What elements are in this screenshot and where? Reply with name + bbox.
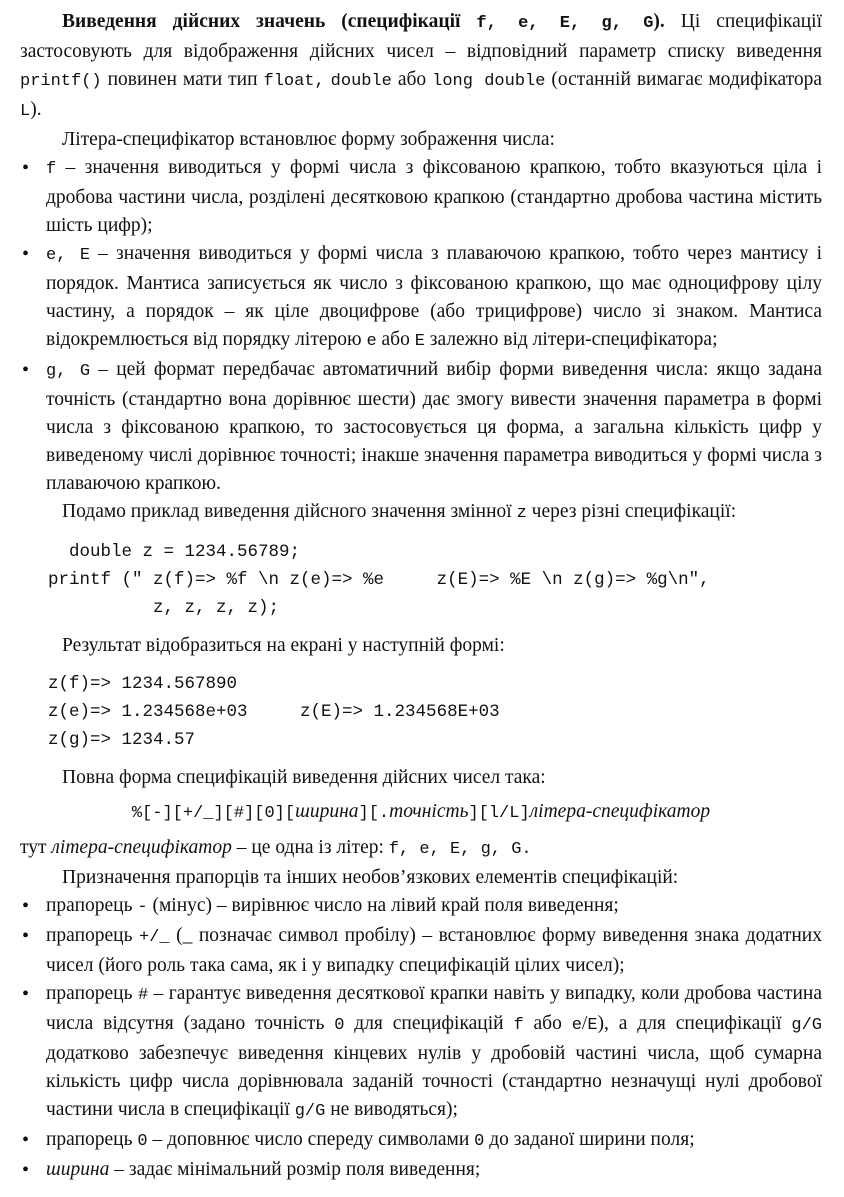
full-form-syntax bbox=[20, 798, 822, 828]
spacer bbox=[20, 622, 822, 632]
intro-text-4: (останній вимагає модифікатора bbox=[545, 69, 823, 90]
here-specifier: літера-специфікатор bbox=[51, 837, 232, 858]
spec-code: e, E bbox=[46, 246, 91, 265]
spec-list bbox=[20, 154, 822, 498]
flag-code: e bbox=[571, 1016, 582, 1035]
flag-code: g/G bbox=[791, 1016, 823, 1035]
flag-pre: прапорець bbox=[46, 925, 139, 946]
printf-code: printf() bbox=[20, 72, 102, 91]
syntax-specifier: літера-специфікатор bbox=[529, 801, 711, 822]
heading-specs: f, e, E, g, G bbox=[476, 14, 654, 33]
spacer bbox=[20, 754, 822, 764]
example-intro bbox=[20, 498, 822, 528]
result-intro: Результат відобразиться на екрані у наступній формі: bbox=[62, 635, 505, 656]
syntax-width: ширина bbox=[295, 801, 359, 822]
flag-text: – задає мінімальний розмір поля виведення; bbox=[109, 1159, 481, 1180]
type-double: double bbox=[330, 72, 392, 91]
code-line: printf (" z(f)=> %f \n z(e)=> %e z(E)=> %E \n z(g)=> %g\n", bbox=[48, 570, 710, 590]
here-letters: f, e, E, g, G. bbox=[388, 840, 532, 859]
code-line: z, z, z, z); bbox=[48, 598, 280, 618]
heading-paragraph bbox=[20, 8, 822, 126]
syntax-part: ][. bbox=[358, 804, 390, 823]
list-item bbox=[20, 240, 822, 356]
flags-list bbox=[20, 892, 822, 1184]
flag-code: 0 bbox=[474, 1132, 485, 1151]
list-item bbox=[20, 356, 822, 498]
flag-pre: прапорець bbox=[46, 1129, 138, 1150]
code-line: double z = 1234.56789; bbox=[48, 542, 301, 562]
spec-text: – цей формат передбачає автоматичний вибір форми виведення числа: якщо задана точність (стандартно вона дорівнює шести) дає змогу вивести значення параметра в формі числа з фіксованою крапкою, то застосовується ця форма, а загальна кількість цифр у виведеному числі дорівнює точності; інакше значення параметра виводиться у формі числа з плаваючою крапкою. bbox=[46, 359, 823, 494]
intro-text-2: повинен мати тип bbox=[101, 69, 264, 90]
list-item bbox=[20, 922, 822, 980]
flag-text: (мінус) – вирівнює число на лівий край поля виведення; bbox=[147, 895, 619, 916]
flag-pre: прапорець bbox=[46, 895, 138, 916]
flag-text: ), а для специфікації bbox=[597, 1013, 792, 1034]
flag-text: (_ позначає символ пробілу) – встановлює форму виведення знака додатних чисел (його роль така сама, як і у випадку специфікацій цілих чисел); bbox=[46, 925, 822, 976]
here-text-2: – це одна із літер: bbox=[231, 837, 389, 858]
flag-text: / bbox=[581, 1013, 588, 1034]
flag-code: 0 bbox=[137, 1132, 148, 1151]
flag-text: – доповнює число спереду символами bbox=[147, 1129, 475, 1150]
example-intro-text: Подамо приклад виведення дійсного значення змінної bbox=[62, 501, 517, 522]
flag-width: ширина bbox=[46, 1159, 110, 1180]
spacer bbox=[20, 660, 822, 670]
list-item bbox=[20, 1156, 822, 1184]
flags-intro: Призначення прапорців та інших необов’язкових елементів специфікацій: bbox=[62, 867, 679, 888]
list-item bbox=[20, 980, 822, 1126]
intro-text-5: ). bbox=[30, 99, 42, 120]
spec-code: f bbox=[46, 160, 57, 179]
syntax-precision: точність bbox=[389, 801, 469, 822]
syntax-part: ][l/L] bbox=[468, 804, 530, 823]
spec-text: – значення виводиться у формі числа з плаваючою крапкою, тобто через мантису і порядок. Мантиса записується як число з фіксованою крапкою, що має одноцифрову цілу частину, а порядок – як ціле двоцифрове (або трицифрове) число зі знаком. Мантиса відокремлюється від порядку літерою bbox=[46, 243, 823, 350]
spec-text: або bbox=[376, 329, 415, 350]
flag-code: # bbox=[137, 986, 149, 1005]
flag-code: E bbox=[587, 1016, 598, 1035]
type-long-double: long double bbox=[432, 72, 546, 91]
flag-text: або bbox=[523, 1013, 572, 1034]
intro-text-3: або bbox=[391, 69, 433, 90]
here-text: тут bbox=[20, 837, 52, 858]
var-z: z bbox=[516, 504, 527, 523]
list-item bbox=[20, 1126, 822, 1156]
section-heading: Виведення дійсних значень (специфікації bbox=[62, 11, 461, 32]
list-item bbox=[20, 154, 822, 240]
spec-code: E bbox=[414, 332, 425, 351]
spec-text: – значення виводиться у формі числа з фіксованою крапкою, тобто вказуються ціла і дробова частини числа, розділені десятковою крапкою (стандартно дробова частина містить шість цифр); bbox=[46, 157, 822, 236]
flag-code: - bbox=[137, 898, 148, 917]
flag-pre: прапорець bbox=[46, 983, 138, 1004]
flag-text: до заданої ширини поля; bbox=[484, 1129, 695, 1150]
form-intro: Літера-специфікатор встановлює форму зображення числа: bbox=[62, 129, 555, 150]
flag-code: g/G bbox=[294, 1102, 326, 1121]
syntax-part: %[-][+/_][#][0][ bbox=[131, 804, 296, 823]
modifier-L: L bbox=[20, 102, 31, 121]
here-line bbox=[20, 834, 822, 864]
output-line: z(f)=> 1234.567890 bbox=[48, 674, 238, 694]
flag-text: не виводяться); bbox=[325, 1099, 458, 1120]
heading-end: ). bbox=[653, 11, 665, 32]
flag-text: додатково забезпечує виведення кінцевих нулів у дробовій частині числа, щоб сумарна кількість цифр числа дорівнювала заданій точності (стандартно незначущі нулі дробової частини числа в специфікації bbox=[46, 1043, 822, 1120]
flag-text: для специфікацій bbox=[344, 1013, 514, 1034]
list-item bbox=[20, 892, 822, 922]
output-line: z(g)=> 1234.57 bbox=[48, 730, 196, 750]
spacer bbox=[20, 528, 822, 538]
full-form-intro: Повна форма специфікацій виведення дійсних чисел така: bbox=[62, 767, 546, 788]
spec-text: залежно від літери-специфікатора; bbox=[424, 329, 718, 350]
flag-code: f bbox=[513, 1016, 524, 1035]
flag-code: 0 bbox=[334, 1016, 345, 1035]
intro-text: Ці специфікації застосовують для відображення дійсних чисел – відповідний параметр списку виведення bbox=[20, 11, 822, 62]
example-intro-text-2: через різні специфікації: bbox=[526, 501, 737, 522]
flag-text: – гарантує виведення десяткової крапки навіть у випадку, коли дробова частина числа відсутня (задано точність bbox=[46, 983, 822, 1034]
spec-code: e bbox=[366, 332, 377, 351]
flag-code: +/_ bbox=[139, 928, 170, 947]
spec-code: g, G bbox=[46, 362, 91, 381]
type-float: float, bbox=[263, 72, 325, 91]
output-line: z(e)=> 1.234568e+03 z(E)=> 1.234568E+03 bbox=[48, 702, 500, 722]
